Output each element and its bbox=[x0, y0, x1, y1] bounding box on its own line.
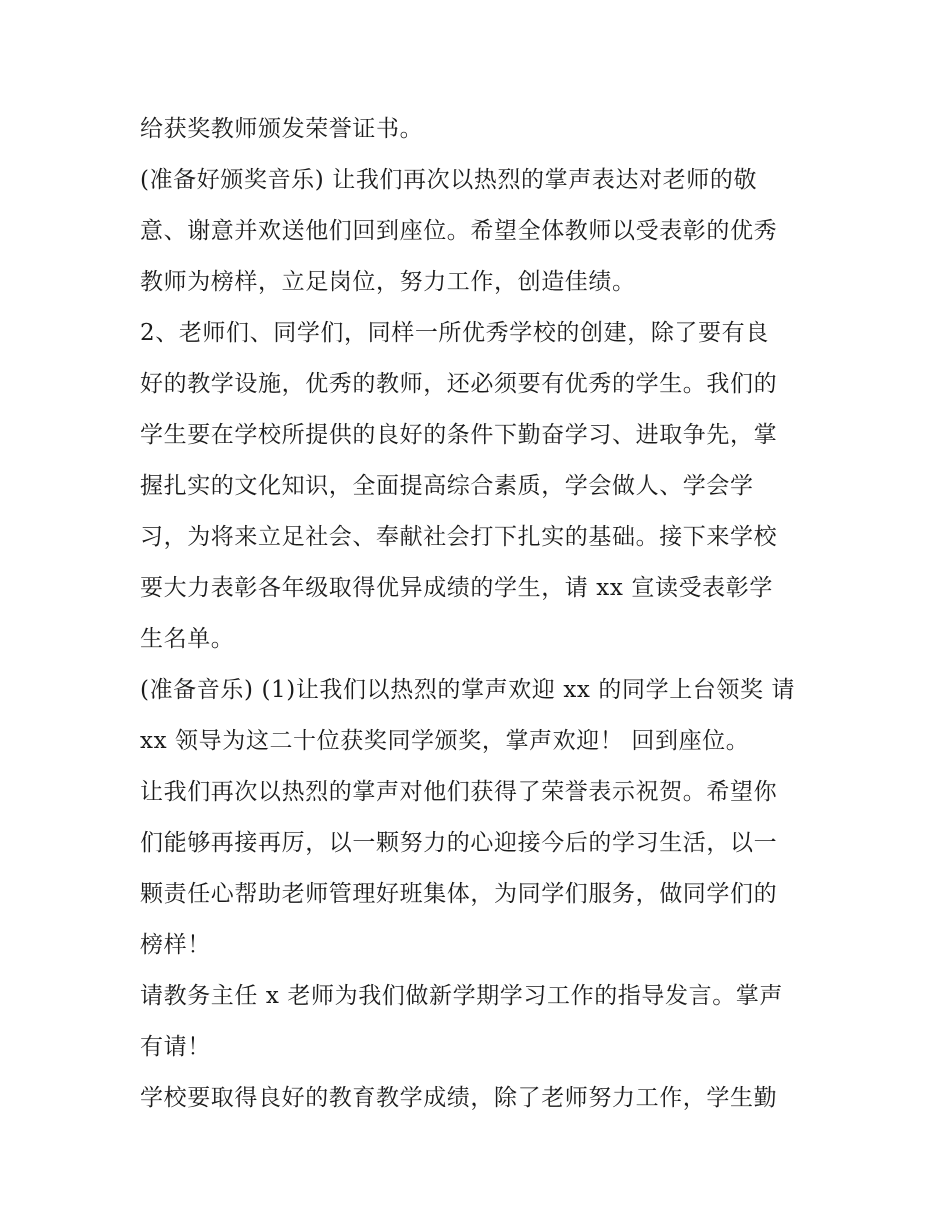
document-page bbox=[140, 104, 830, 1124]
text-line: 学生要在学校所提供的良好的条件下勤奋学习、进取争先，掌 bbox=[140, 422, 778, 448]
text-line: 要大力表彰各年级取得优异成绩的学生，请 xx 宣读受表彰学 bbox=[140, 575, 773, 601]
text-line: 学校要取得良好的教育教学成绩，除了老师努力工作，学生勤 bbox=[140, 1085, 778, 1111]
text-line: 们能够再接再厉，以一颗努力的心迎接今后的学习生活，以一 bbox=[140, 830, 778, 856]
text-line: 颗责任心帮助老师管理好班集体，为同学们服务，做同学们的 bbox=[140, 881, 778, 907]
text-line: 握扎实的文化知识，全面提高综合素质，学会做人、学会学 bbox=[140, 473, 754, 499]
text-line: 榜样！ bbox=[140, 932, 211, 958]
text-line: 给获奖教师颁发荣誉证书。 bbox=[140, 116, 424, 142]
text-line: 习，为将来立足社会、奉献社会打下扎实的基础。接下来学校 bbox=[140, 524, 778, 550]
text-line: (准备音乐) (1)让我们以热烈的掌声欢迎 xx 的同学上台领奖 请 bbox=[140, 677, 796, 703]
text-line: 意、谢意并欢送他们回到座位。希望全体教师以受表彰的优秀 bbox=[140, 218, 778, 244]
text-line: 好的教学设施，优秀的教师，还必须要有优秀的学生。我们的 bbox=[140, 371, 778, 397]
text-line: 教师为榜样，立足岗位，努力工作，创造佳绩。 bbox=[140, 269, 636, 295]
text-line: 让我们再次以热烈的掌声对他们获得了荣誉表示祝贺。希望你 bbox=[140, 779, 778, 805]
text-line: 有请！ bbox=[140, 1034, 211, 1060]
text-line: 请教务主任 x 老师为我们做新学期学习工作的指导发言。掌声 bbox=[140, 983, 783, 1009]
text-line: xx 领导为这二十位获奖同学颁奖，掌声欢迎！ 回到座位。 bbox=[140, 728, 750, 754]
text-line: (准备好颁奖音乐) 让我们再次以热烈的掌声表达对老师的敬 bbox=[140, 167, 758, 193]
text-line: 2、老师们、同学们，同样一所优秀学校的创建，除了要有良 bbox=[140, 320, 769, 346]
text-line: 生名单。 bbox=[140, 626, 235, 652]
